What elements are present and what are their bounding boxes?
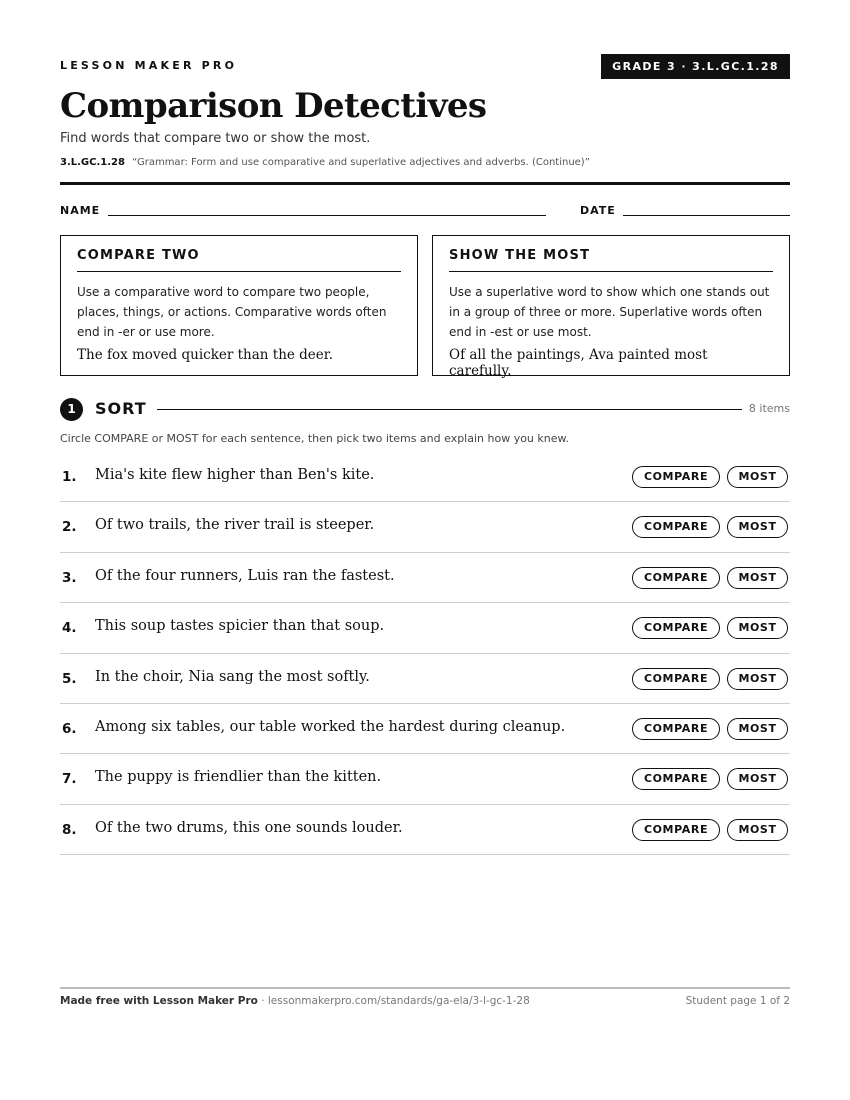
list-item <box>60 553 790 603</box>
most-option[interactable]: MOST <box>727 617 788 639</box>
compare-option[interactable]: COMPARE <box>632 567 720 589</box>
item-sentence: In the choir, Nia sang the most softly. <box>95 668 370 685</box>
list-item <box>60 654 790 704</box>
list-item <box>60 754 790 804</box>
item-number: 2. <box>62 519 77 536</box>
list-item <box>60 502 790 552</box>
item-count: 8 items <box>748 402 790 415</box>
box-example: Of all the paintings, Ava painted most carefully. <box>449 347 708 379</box>
box-body: Use a superlative word to show which one stands out in a group of three or more. Superlative words often end in -est or use most. <box>449 285 770 339</box>
list-item <box>60 805 790 855</box>
item-sentence: Of the four runners, Luis ran the fastest. <box>95 567 395 584</box>
most-option[interactable]: MOST <box>727 768 788 790</box>
item-number: 6. <box>62 720 77 737</box>
most-option[interactable]: MOST <box>727 516 788 538</box>
name-field[interactable] <box>108 215 546 216</box>
page-title: Comparison Detectives <box>60 86 487 126</box>
most-option[interactable]: MOST <box>727 668 788 690</box>
brand-name: LESSON MAKER PRO <box>60 59 238 72</box>
compare-option[interactable]: COMPARE <box>632 768 720 790</box>
compare-option[interactable]: COMPARE <box>632 819 720 841</box>
item-sentence: Of the two drums, this one sounds louder. <box>95 819 403 836</box>
compare-option[interactable]: COMPARE <box>632 718 720 740</box>
footer-url: · lessonmakerpro.com/standards/ga-ela/3-l-gc-1-28 <box>261 995 530 1007</box>
item-sentence: This soup tastes spicier than that soup. <box>95 618 385 635</box>
section-number-badge: 1 <box>60 398 83 421</box>
show-the-most-box <box>432 235 790 379</box>
item-number: 7. <box>62 771 77 788</box>
compare-option[interactable]: COMPARE <box>632 466 720 488</box>
name-date-row <box>60 204 790 218</box>
box-body: Use a comparative word to compare two people, places, things, or actions. Comparative words often end in -er or use more. <box>77 285 387 339</box>
standard-line <box>60 157 590 168</box>
most-option[interactable]: MOST <box>727 466 788 488</box>
header-divider <box>60 182 790 185</box>
worksheet-page <box>60 0 790 1100</box>
most-option[interactable]: MOST <box>727 567 788 589</box>
section-rule <box>157 409 742 410</box>
item-list <box>60 452 790 855</box>
item-sentence: Among six tables, our table worked the hardest during cleanup. <box>95 718 566 735</box>
page-subtitle: Find words that compare two or show the most. <box>60 131 371 146</box>
date-field[interactable] <box>623 215 790 216</box>
standard-code: 3.L.GC.1.28 <box>60 157 125 168</box>
item-sentence: Mia's kite flew higher than Ben's kite. <box>95 467 375 483</box>
footer-credit: Made free with Lesson Maker Pro <box>60 995 258 1007</box>
list-item <box>60 603 790 653</box>
top-bar <box>60 54 790 80</box>
box-heading: SHOW THE MOST <box>449 248 773 272</box>
item-number: 8. <box>62 821 77 838</box>
grade-badge: GRADE 3 · 3.L.GC.1.28 <box>601 54 790 79</box>
footer <box>60 995 790 1007</box>
list-item <box>60 452 790 502</box>
compare-option[interactable]: COMPARE <box>632 617 720 639</box>
compare-option[interactable]: COMPARE <box>632 668 720 690</box>
list-item <box>60 704 790 754</box>
name-label: NAME <box>60 204 101 217</box>
item-number: 3. <box>62 569 77 586</box>
standard-description: “Grammar: Form and use comparative and superlative adjectives and adverbs. (Continue)” <box>132 157 590 168</box>
most-option[interactable]: MOST <box>727 718 788 740</box>
box-example: The fox moved quicker than the deer. <box>77 347 334 363</box>
page-number: Student page 1 of 2 <box>685 995 790 1007</box>
section-title: SORT <box>95 399 147 418</box>
box-heading: COMPARE TWO <box>77 248 401 272</box>
footer-divider <box>60 987 790 989</box>
section-header <box>60 397 790 421</box>
item-number: 5. <box>62 670 77 687</box>
item-sentence: The puppy is friendlier than the kitten. <box>95 769 382 786</box>
item-sentence: Of two trails, the river trail is steeper. <box>95 517 375 534</box>
item-number: 1. <box>62 469 77 485</box>
item-number: 4. <box>62 620 77 637</box>
compare-two-box <box>60 235 418 376</box>
date-label: DATE <box>580 204 616 217</box>
most-option[interactable]: MOST <box>727 819 788 841</box>
compare-option[interactable]: COMPARE <box>632 516 720 538</box>
section-instructions: Circle COMPARE or MOST for each sentence, then pick two items and explain how you knew. <box>60 432 569 445</box>
